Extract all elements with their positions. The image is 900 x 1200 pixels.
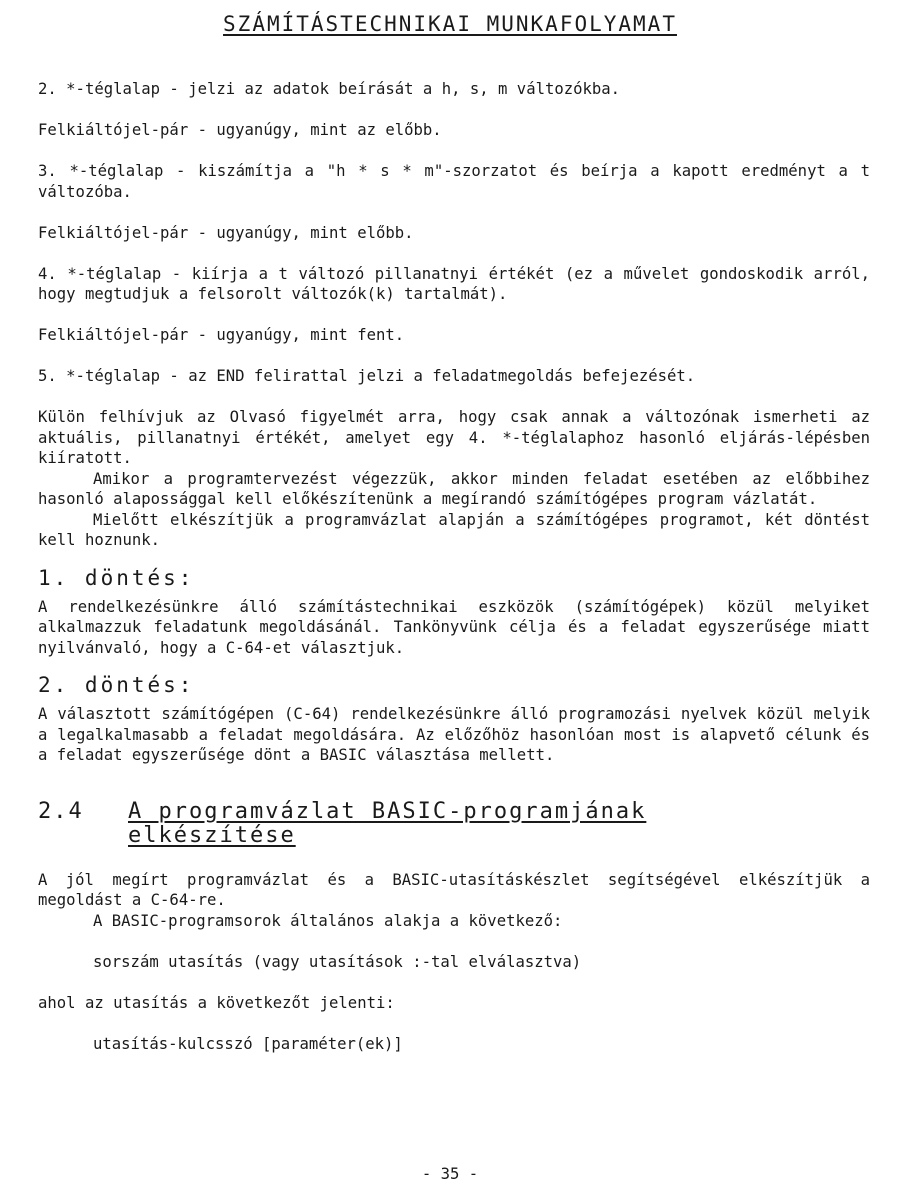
paragraph-exclamation-2: Felkiáltójel-pár - ugyanúgy, mint előbb. <box>38 223 414 242</box>
section-number: 2.4 <box>38 798 84 824</box>
paragraph-step-2: 2. *-téglalap - jelzi az adatok beírását a h, s, m változókba. <box>38 80 621 98</box>
section-title-line-2: elkészítése <box>128 822 296 848</box>
section-paragraph-where: ahol az utasítás a következőt jelenti: <box>38 993 395 1012</box>
section-paragraph-general-form: A BASIC-programsorok általános alakja a következő: <box>93 911 563 930</box>
paragraph-planning: Amikor a programtervezést végezzük, akkor minden feladat esetében az előbbihez hasonló alapossággal kell előkészítenünk a megírandó számítógépes program vázlatát. <box>38 469 870 508</box>
paragraph-two-decisions: Mielőtt elkészítjük a programvázlat alapján a számítógépes programot, két döntést kell hoznunk. <box>38 510 870 549</box>
paragraph-exclamation-1: Felkiáltójel-pár - ugyanúgy, mint az előbb. <box>38 121 442 139</box>
section-paragraph-intro: A jól megírt programvázlat és a BASIC-utasításkészlet segítségével elkészítjük a megoldást a C-64-re. <box>38 870 870 909</box>
page-body <box>38 79 870 1054</box>
paragraph-step-3: 3. *-téglalap - kiszámítja a "h * s * m"-szorzatot és beírja a kapott eredményt a t változóba. <box>38 162 870 201</box>
section-heading <box>38 800 870 848</box>
decision-1-heading: 1. döntés: <box>38 565 195 590</box>
page-number: - 35 - <box>421 1165 479 1183</box>
paragraph-step-5: 5. *-téglalap - az END felirattal jelzi a feladatmegoldás befejezését. <box>38 367 696 385</box>
decision-1-text: A rendelkezésünkre álló számítástechnikai eszközök (számítógépek) közül melyiket alkalmazzuk feladatunk megoldásánál. Tankönyvünk célja és a feladat egyszerűsége miatt nyilvánvaló, hogy a C-64-et választjuk. <box>38 597 870 657</box>
section-syntax-line: sorszám utasítás (vagy utasítások :-tal elválasztva) <box>93 952 582 971</box>
section-syntax-keyword: utasítás-kulcsszó [paraméter(ek)] <box>93 1034 403 1053</box>
paragraph-reader-note: Külön felhívjuk az Olvasó figyelmét arra, hogy csak annak a változónak ismerheti az aktuális, pillanatnyi értékét, amelyet egy 4. *-téglalaphoz hasonló eljárás-lépésben kiíratott. <box>38 408 870 467</box>
paragraph-exclamation-3: Felkiáltójel-pár - ugyanúgy, mint fent. <box>38 326 405 344</box>
paragraph-step-4: 4. *-téglalap - kiírja a t változó pillanatnyi értékét (ez a művelet gondoskodik arról, hogy megtudjuk a felsorolt változók(k) tartalmát). <box>38 264 870 303</box>
section-title-block <box>128 800 646 848</box>
decision-2-heading: 2. döntés: <box>38 673 195 697</box>
decision-2-text: A választott számítógépen (C-64) rendelkezésünkre álló programozási nyelvek közül melyik a legalkalmasabb a feladat megoldására. Az előzőhöz hasonlóan most is alapvető célunk és a feladat egyszerűsége dönt a BASIC választása mellett. <box>38 705 870 764</box>
running-title: SZÁMÍTÁSTECHNIKAI MUNKAFOLYAMAT <box>223 12 677 36</box>
section-title-line-1: A programvázlat BASIC-programjának <box>128 798 647 824</box>
